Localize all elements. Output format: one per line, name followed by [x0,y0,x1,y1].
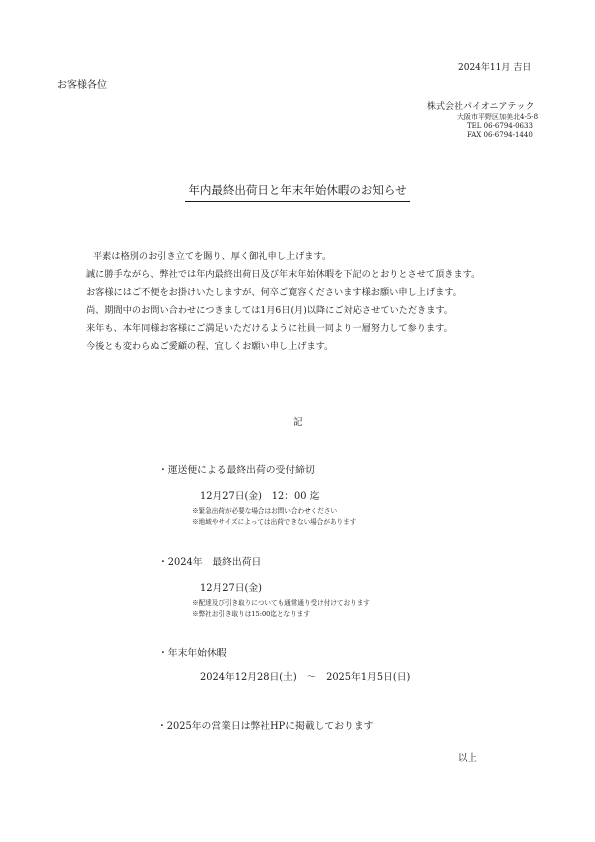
company-tel: TEL 06-6794-0633 [467,122,533,130]
section-shipping-cutoff [158,464,356,528]
section-note: ※弊社お引き取りは15:00迄となります [192,610,310,618]
section-note: ※配達及び引き取りについても通常通り受け付けております [192,599,370,607]
ki-marker: 記 [293,417,303,428]
body-paragraph: お客様にはご不便をお掛けいたしますが、何卒ご寛容くださいます様お願い申し上げます。 [86,287,462,298]
company-address: 大阪市平野区加美北4-5-8 [457,113,539,121]
section-heading: ・運送便による最終出荷の受付締切 [158,465,315,476]
section-note: ※緊急出荷が必要な場合はお問い合わせください [192,507,338,515]
company-name: 株式会社パイオニアテック [427,102,535,112]
section-value: 2024年12月28日(土) ～ 2025年1月5日(日) [200,672,411,683]
document-date: 2024年11月 吉日 [458,63,532,73]
section-business-days [157,720,373,734]
notice-title-wrap [0,182,595,202]
recipient: お客様各位 [57,80,107,91]
closing-mark: 以上 [458,753,478,764]
notice-title: 年内最終出荷日と年末年始休暇のお知らせ [185,182,409,202]
body-paragraph: 誠に勝手ながら、弊社では年内最終出荷日及び年末年始休暇を下記のとおりとさせて頂きます。 [86,269,481,280]
section-value: 12月27日(金) 12：00 迄 [200,491,320,502]
section-note: ※地域やサイズによっては出荷できない場合があります [192,518,357,526]
section-value: 12月27日(金) [200,583,262,594]
body-paragraph: 来年も、本年同様お客様にご満足いただけるように社員一同より一層努力して参ります。 [86,323,453,334]
section-notes [158,506,356,528]
section-heading: ・2025年の営業日は弊社HPに掲載しております [157,721,374,732]
body-paragraph: 今後とも変わらぬご愛顧の程、宜しくお願い申し上げます。 [86,341,334,352]
section-heading: ・年末年始休暇 [158,648,227,659]
section-final-shipping [158,556,370,620]
body-paragraph: 尚、期間中のお問い合わせにつきましては1月6日(月)以降にご対応させていただきます。 [86,305,454,316]
section-heading: ・2024年 最終出荷日 [158,557,262,568]
company-fax: FAX 06-6794-1440 [467,131,533,139]
section-holidays [158,647,410,685]
body-text [86,248,556,356]
body-paragraph: 平素は格別のお引き立てを賜り、厚く御礼申し上げます。 [93,251,332,262]
section-notes [158,598,370,620]
